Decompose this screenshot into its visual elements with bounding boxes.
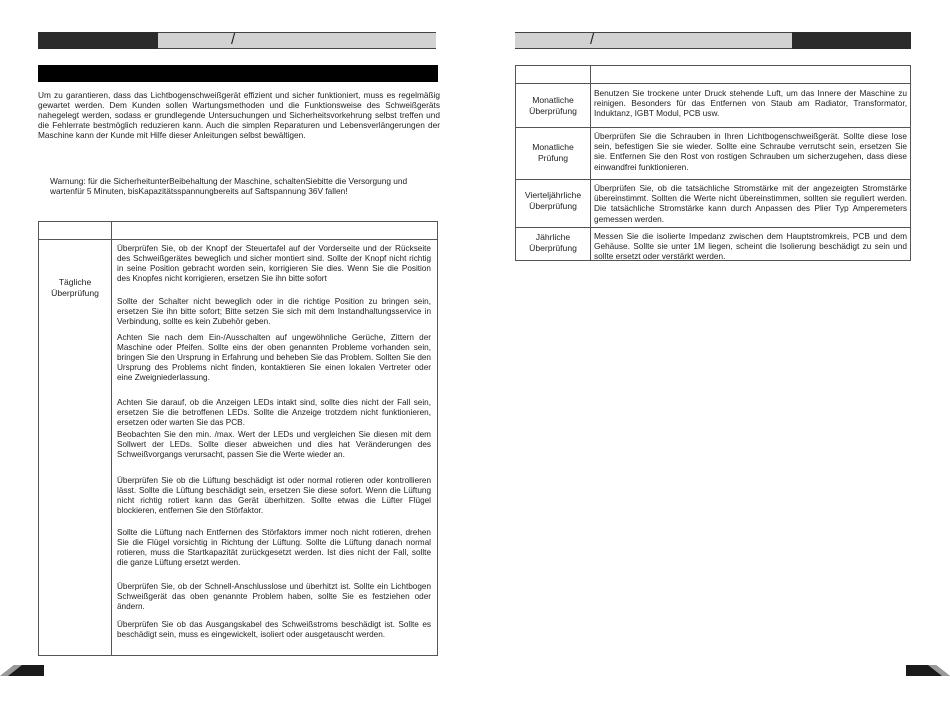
daily-check-item: Überprüfen Sie ob die Lüftung beschädigt ist oder normal rotieren oder kontrollieren lässt. Sollte die Lüftung beschädigt sein, ersetzen Sie diese sofort. Wenn die Lüftung nicht richtig rotiert kann das Gerät überhitzen. Sollte etwas die Lüfter Flügel blockieren, entfernen Sie den Störfaktor. (117, 476, 431, 516)
daily-check-item: Sollte der Schalter nicht beweglich oder in die richtige Position zu bringen sein, ersetzen Sie ihn bitte sofort; Bitte setzen Sie sich mit dem Instandhaltungsservice in Verbindung, sollte es kein Zubehör geben. (117, 297, 431, 327)
periodic-row-quarterly (516, 179, 910, 227)
left-header-light-block (158, 32, 436, 49)
periodic-row-label: Jährliche Überprüfung (529, 232, 577, 253)
warning-note: Warnung: für die SicherheitunterBeibehaltung der Maschine, schaltenSiebitte die Versorgung und wartenfür 5 Minuten, bisKapazitätsspannungbereits auf Saftspannung 36V fallen! (50, 176, 408, 197)
daily-check-item: Beobachten Sie den min. /max. Wert der LEDs und vergleichen Sie diesen mit dem Sollwert der LEDs. Sollte dieser abweichen und dies hat Veränderungen des Schweißvorgangs verursacht, passen Sie die Werte wieder an. (117, 430, 431, 460)
daily-check-item: Überprüfen Sie ob das Ausgangskabel des Schweißstroms beschädigt ist. Sollte es beschädigt sein, muss es eingewickelt, isoliert oder ausgetauscht werden. (117, 620, 431, 640)
section-title-bar (38, 65, 438, 82)
periodic-row-label: Monatliche Prüfung (532, 142, 574, 163)
periodic-row-yearly (516, 227, 910, 261)
right-header-light-block (515, 32, 792, 49)
daily-check-item: Achten Sie darauf, ob die Anzeigen LEDs intakt sind, sollte dies nicht der Fall sein, ersetzen Sie die betroffenen LEDs. Sollte die Anzeige trotzdem nicht funktionieren, ersetzen oder warten Sie das PCB. (117, 398, 431, 428)
daily-check-item: Überprüfen Sie, ob der Schnell-Anschlusslose und überhitzt ist. Sollte ein Lichtbogen Schweißgerät das oben genannte Problem haben, sollte Sie es festziehen oder ändern. (117, 582, 431, 612)
daily-check-item: Überprüfen Sie, ob der Knopf der Steuertafel auf der Vorderseite und der Rückseite des Schweißgerätes beweglich und sicher montiert sind. Sollte der Knopf nicht richtig in seine Position gebracht worden sein, korrigieren Sie dies. Wenn Sie die Position des Knopfes nicht korrigieren, ersetzen Sie ihn bitte sofort (117, 244, 431, 284)
daily-check-table (38, 221, 438, 656)
right-header-slash: / (590, 31, 595, 48)
daily-check-label: Tägliche Überprüfung (51, 277, 99, 298)
daily-check-item: Sollte die Lüftung nach Entfernen des Störfaktors immer noch nicht rotieren, drehen Sie die Flügel vorsichtig in Richtung der Lüftung. Sollte die Lüftung danach normal rotieren, muss die Startkapazität zurückgesetzt werden. Ist dies nicht der Fall, sollte die ganze Lüftung ersetzt werden. (117, 528, 431, 568)
periodic-row-text: Überprüfen Sie, ob die tatsächliche Stromstärke mit der angezeigten Stromstärke übereinstimmt. Sollten die Werte nicht übereinstimmen, sollten sie reguliert werden. Die tatsächliche Stromstärke kann durch Anpassen des Plier Typ Amperemeters gemessen werden. (594, 183, 907, 224)
periodic-row-text: Benutzen Sie trockene unter Druck stehende Luft, um das Innere der Maschine zu reinigen. Besonders für das Entfernen von Staub am Radiator, Transformator, Induktanz, IGBT Modul, PCB usw. (594, 88, 907, 119)
left-header-bar (38, 32, 436, 49)
periodic-row-monthly-inspection (516, 127, 910, 179)
daily-table-header-row (39, 222, 437, 240)
right-header-dark-block (792, 32, 911, 49)
right-page-corner-mark (906, 665, 950, 676)
periodic-row-monthly-check (516, 83, 910, 127)
periodic-check-table (515, 65, 911, 261)
daily-table-divider (111, 222, 112, 655)
daily-check-item: Achten Sie nach dem Ein-/Ausschalten auf ungewöhnliche Gerüche, Zittern der Maschine oder Pfeifen. Sollte eins der oben genannten Probleme vorhanden sein, bringen Sie den Ursprung in Erfahrung und beheben Sie das Problem. Sollten Sie den Ursprung des Problems nicht finden, kontaktieren Sie einen lokalen Vertreter oder eine Zweigniederlassung. (117, 333, 431, 383)
left-header-dark-block (38, 32, 158, 49)
left-page-corner-mark (0, 665, 44, 676)
intro-paragraph: Um zu garantieren, dass das Lichtbogenschweißgerät effizient und sicher funktioniert, muss es regelmäßig gewartet werden. Dem Kunden sollen Wartungsmethoden und die Funktionsweise des Schweißgeräts nahegelegt werden, sodass er grundlegende Untersuchungen und Sicherheitsvorkehrung selbst treffen und die Fehlerrate bestmöglich reduzieren kann. Auch die simplen Reparaturen und Lebensverlängerungen der Maschine kann der Kunde mit Hilfe dieser Anleitungen selbst bewältigen. (38, 90, 440, 141)
periodic-row-text: Überprüfen Sie die Schrauben in Ihren Lichtbogenschweißgerät. Sollte diese lose sein, befestigen Sie sie wieder. Sollte eine Schraube verrutscht sein, ersetzen Sie sie. Entfernen Sie den Rost von rostigen Schrauben um sicherzugehen, dass diese einwandfrei funktionieren. (594, 131, 907, 172)
periodic-row-text: Messen Sie die isolierte Impedanz zwischen dem Hauptstromkreis, PCB und dem Gehäuse. Sollte sie unter 1M liegen, scheint die Isolierung beschädigt zu sein und sollte ersetzt oder verstärkt werden. (594, 231, 907, 262)
periodic-row-label: Vierteljährliche Überprüfung (524, 190, 582, 211)
periodic-row-label: Monatliche Überprüfung (529, 95, 577, 116)
right-header-bar (515, 32, 911, 49)
left-header-slash: / (231, 31, 236, 48)
